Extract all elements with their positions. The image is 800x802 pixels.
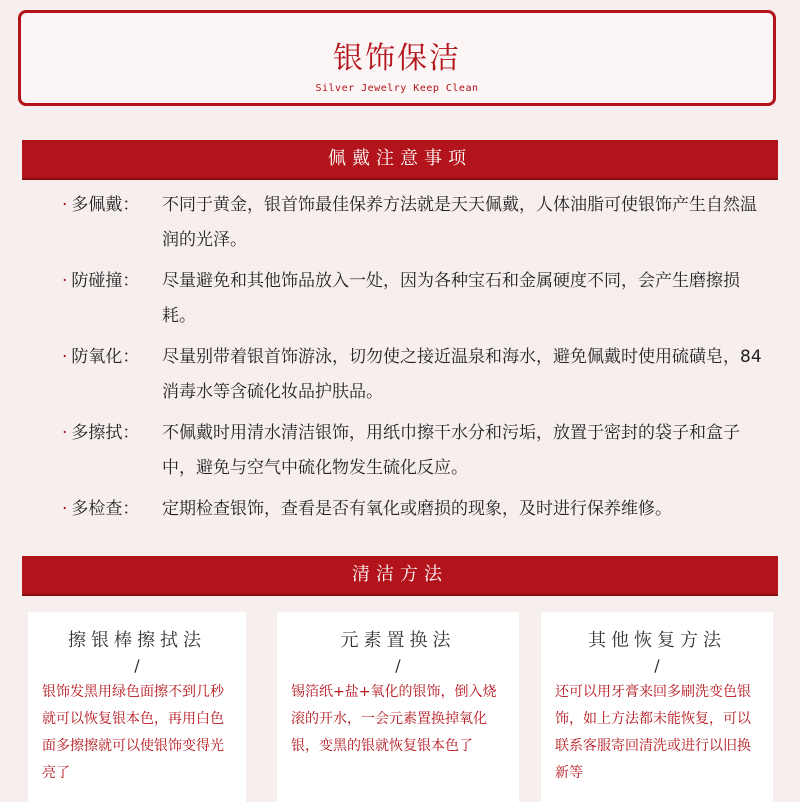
method-title: 其他恢复方法 (588, 630, 726, 651)
note-label: 多擦拭： (71, 423, 140, 443)
method-title: 擦银棒擦拭法 (68, 630, 206, 651)
method-text: 还可以用牙膏来回多刷洗变色银饰，如上方法都未能恢复，可以联系客服寄回清洗或进行以旧换新等 (555, 684, 751, 781)
page-subtitle: Silver Jewelry Keep Clean (315, 83, 479, 94)
note-item (62, 340, 762, 410)
note-label: 防氧化： (71, 347, 140, 367)
page-title: 银饰保洁 (333, 41, 461, 76)
note-label: 多检查： (71, 499, 140, 519)
method-card-polish-stick (28, 612, 246, 802)
method-card-other (541, 612, 773, 802)
note-text: 定期检查银饰，查看是否有氧化或磨损的现象，及时进行保养维修。 (162, 499, 672, 519)
slash-divider: / (134, 656, 140, 675)
note-item (62, 492, 762, 527)
bullet-dot: · (62, 347, 68, 367)
method-card-element-replacement (277, 612, 519, 802)
method-cards (0, 612, 800, 800)
bullet-dot: · (62, 271, 68, 291)
section-header-cleaning: 清洁方法 (22, 556, 778, 596)
slash-divider: / (654, 656, 660, 675)
note-text: 尽量避免和其他饰品放入一处，因为各种宝石和金属硬度不同，会产生磨擦损耗。 (162, 271, 740, 326)
notes-list (62, 188, 762, 533)
note-label: 防碰撞： (71, 271, 140, 291)
method-text: 银饰发黑用绿色面擦不到几秒就可以恢复银本色，再用白色面多擦擦就可以使银饰变得光亮了 (42, 684, 224, 781)
method-text: 锡箔纸+盐+氧化的银饰，倒入烧滚的开水，一会元素置换掉氧化银，变黑的银就恢复银本色了 (291, 684, 497, 754)
note-text: 尽量别带着银首饰游泳，切勿使之接近温泉和海水，避免佩戴时使用硫磺皂，84消毒水等含硫化妆品护肤品。 (162, 347, 762, 402)
note-text: 不佩戴时用清水清洁银饰，用纸巾擦干水分和污垢，放置于密封的袋子和盒子中，避免与空气中硫化物发生硫化反应。 (162, 423, 740, 478)
bullet-dot: · (62, 423, 68, 443)
note-text: 不同于黄金，银首饰最佳保养方法就是天天佩戴，人体油脂可使银饰产生自然温润的光泽。 (162, 195, 757, 250)
section-header-notes: 佩戴注意事项 (22, 140, 778, 180)
bullet-dot: · (62, 499, 68, 519)
note-item (62, 188, 762, 258)
bullet-dot: · (62, 195, 68, 215)
note-item (62, 416, 762, 486)
slash-divider: / (395, 656, 401, 675)
method-title: 元素置换法 (340, 630, 456, 651)
title-banner (18, 10, 776, 106)
note-label: 多佩戴： (71, 195, 140, 215)
note-item (62, 264, 762, 334)
